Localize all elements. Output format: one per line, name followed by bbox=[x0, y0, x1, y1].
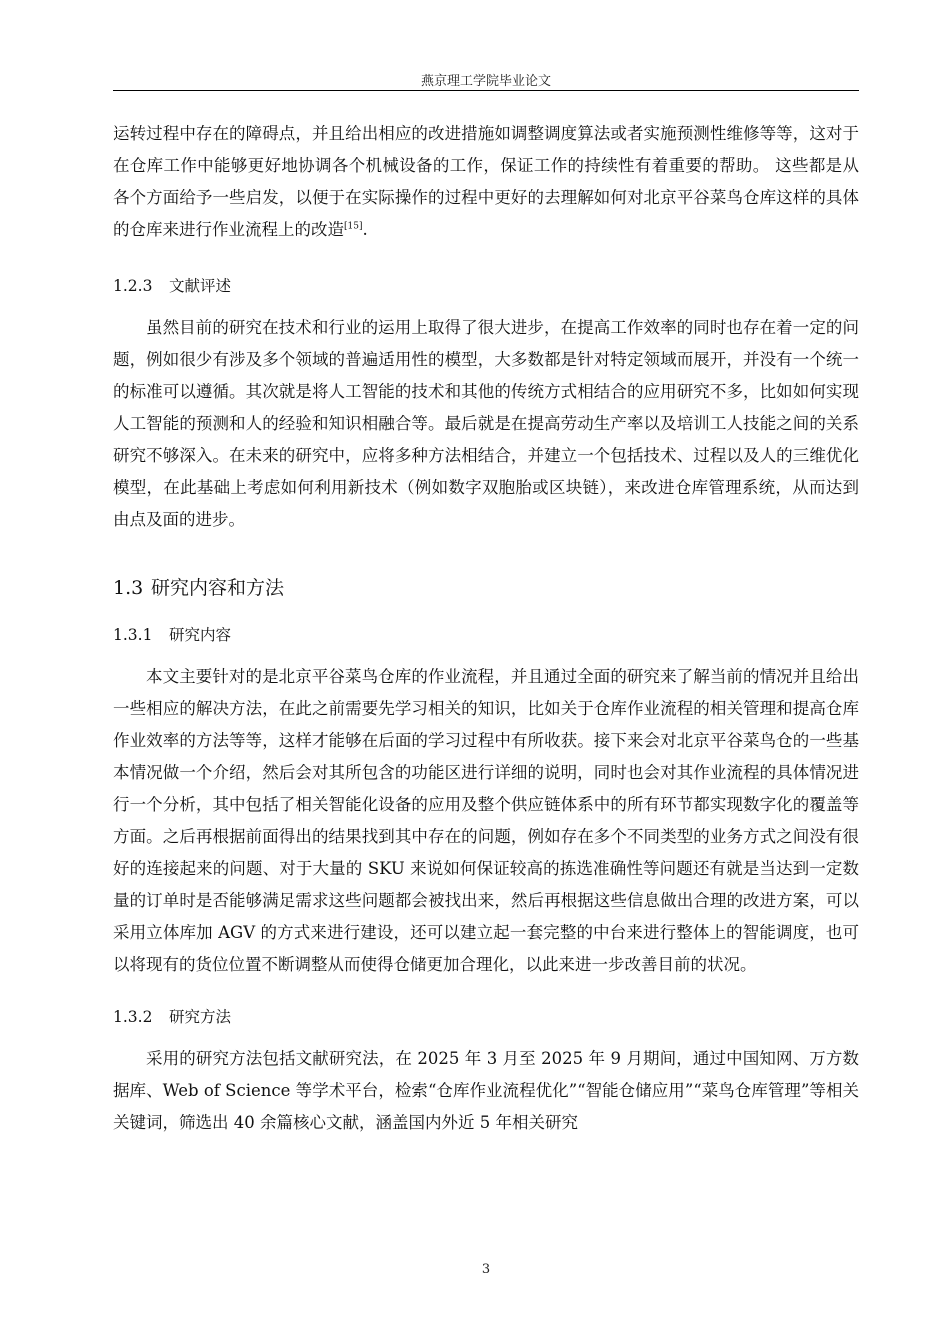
heading-number: 1.2.3 bbox=[113, 277, 153, 295]
page-number: 3 bbox=[481, 1262, 491, 1277]
page-header: 燕京理工学院毕业论文 bbox=[420, 74, 551, 89]
heading-1-3 bbox=[113, 574, 859, 602]
paragraph-research-content: 本文主要针对的是北京平谷菜鸟仓库的作业流程，并且通过全面的研究来了解当前的情况并且给出一些相应的解决方法，在此之前需要先学习相关的知识，比如关于仓库作业流程的相关管理和提高仓库作业效率的方法等等，这样才能够在后面的学习过程中有所收获。接下来会对北京平谷菜鸟仓的一些基本情况做一个介绍，然后会对其所包含的功能区进行详细的说明，同时也会对其作业流程的具体情况进行一个分析，其中包括了相关智能化设备的应用及整个供应链体系中的所有环节都实现数字化的覆盖等方面。之后再根据前面得出的结果找到其中存在的问题，例如存在多个不同类型的业务方式之间没有很好的连接起来的问题、对于大量的 SKU 来说如何保证较高的拣选准确性等问题还有就是当达到一定数量的订单时是否能够满足需求这些问题都会被找出来，然后再根据这些信息做出合理的改进方案，可以采用立体库加 AGV 的方式来进行建设，还可以建立起一套完整的中台来进行整体上的智能调度，也可以将现有的货位位置不断调整从而使得仓储更加合理化，以此来进一步改善目前的状况。 bbox=[113, 667, 859, 974]
heading-1-3-1 bbox=[113, 623, 859, 647]
heading-1-2-3 bbox=[113, 274, 859, 298]
heading-title: 研究内容 bbox=[169, 626, 232, 644]
heading-1-3-2 bbox=[113, 1005, 859, 1029]
paragraph-research-methods: 采用的研究方法包括文献研究法，在 2025 年 3 月至 2025 年 9 月期间，通过中国知网、万方数据库、Web of Science 等学术平台，检索“仓库作业流程优化”“智能仓储应用”“菜鸟仓库管理”等相关关键词，筛选出 40 余篇核心文献，涵盖国内外近 5 年相关研究 bbox=[113, 1049, 859, 1132]
heading-number: 1.3 bbox=[113, 577, 144, 599]
heading-number: 1.3.2 bbox=[113, 1008, 153, 1026]
paragraph-end: . bbox=[362, 220, 368, 239]
paragraph-literature-review: 虽然目前的研究在技术和行业的运用上取得了很大进步，在提高工作效率的同时也存在着一定的问题，例如很少有涉及多个领域的普遍适用性的模型，大多数都是针对特定领域而展开，并没有一个统一的标准可以遵循。其次就是将人工智能的技术和其他的传统方式相结合的应用研究不多，比如如何实现人工智能的预测和人的经验和知识相融合等。最后就是在提高劳动生产率以及培训工人技能之间的关系研究不够深入。在未来的研究中，应将多种方法相结合，并建立一个包括技术、过程以及人的三维优化模型，在此基础上考虑如何利用新技术（例如数字双胞胎或区块链），来改进仓库管理系统，从而达到由点及面的进步。 bbox=[113, 318, 859, 529]
heading-title: 文献评述 bbox=[169, 277, 232, 295]
header-rule bbox=[113, 90, 859, 91]
heading-number: 1.3.1 bbox=[113, 626, 153, 644]
citation-ref: [15] bbox=[344, 221, 363, 232]
heading-title: 研究内容和方法 bbox=[151, 577, 285, 599]
heading-title: 研究方法 bbox=[169, 1008, 232, 1026]
paragraph-continued bbox=[113, 118, 859, 246]
page-body bbox=[113, 118, 859, 1139]
paragraph-text: 运转过程中存在的障碍点，并且给出相应的改进措施如调整调度算法或者实施预测性维修等等，这对于在仓库工作中能够更好地协调各个机械设备的工作，保证工作的持续性有着重要的帮助。 这些都是从各个方面给予一些启发，以便于在实际操作的过程中更好的去理解如何对北京平谷菜鸟仓库这样的具体的仓库来进行作业流程上的改造 bbox=[113, 124, 859, 239]
